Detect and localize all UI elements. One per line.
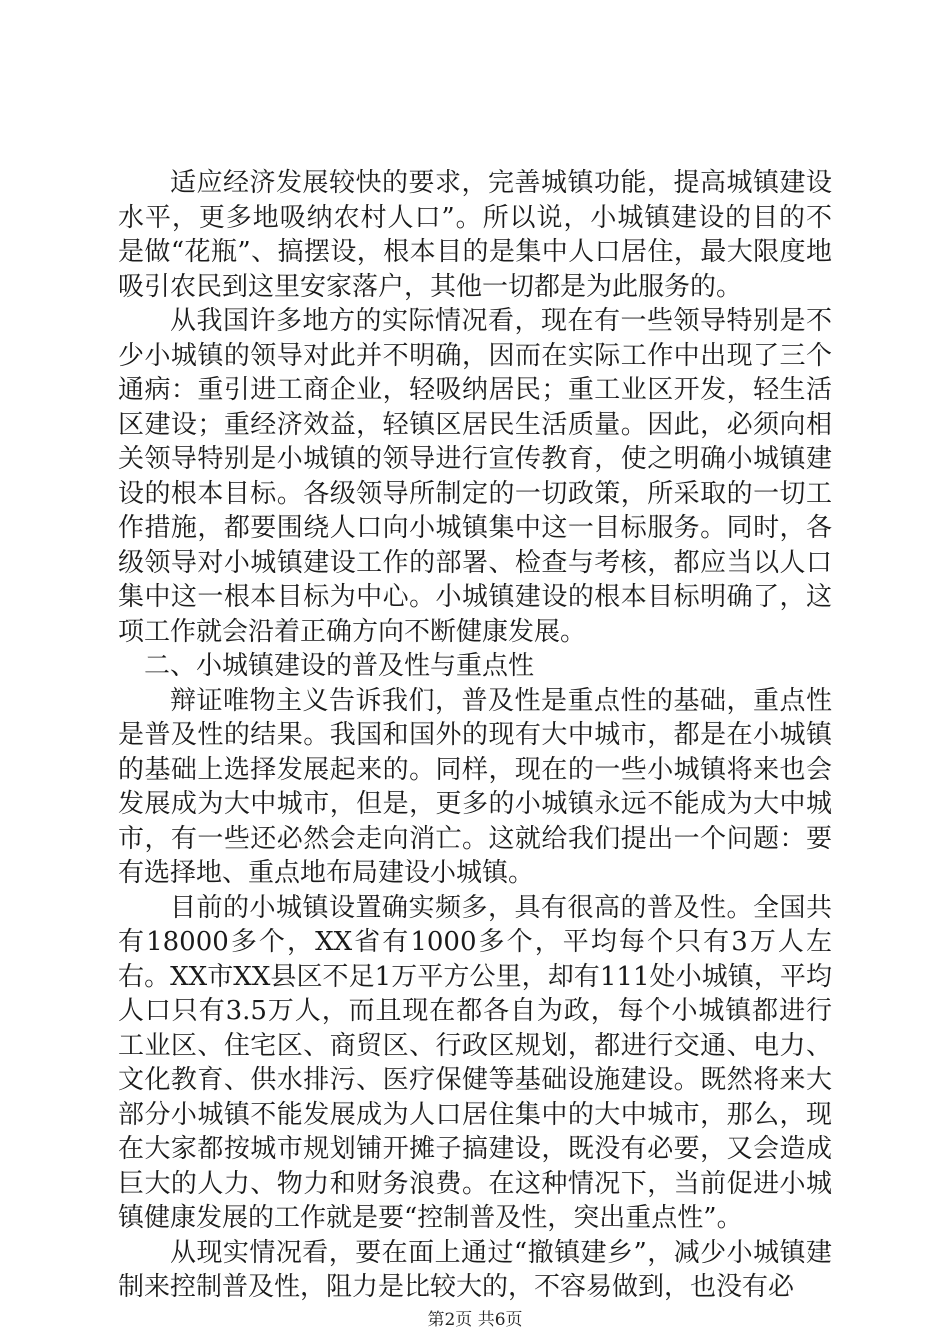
section-heading: 二、小城镇建设的普及性与重点性 — [144, 651, 535, 681]
paragraph-2: 从我国许多地方的实际情况看，现在有一些领导特别是不少小城镇的领导对此并不明确，因而在实际工作中出现了三个通病：重引进工商企业，轻吸纳居民；重工业区开发，轻生活区建设；重经济效益，轻镇区居民生活质量。因此，必须向相关领导特别是小城镇的领导进行宣传教育，使之明确小城镇建设的根本目标。各级领导所制定的一切政策，所采取的一切工作措施，都要围绕人口向小城镇集中这一目标服务。同时，各级领导对小城镇建设工作的部署、检查与考核，都应当以人口集中这一根本目标为中心。小城镇建设的根本目标明确了，这项工作就会沿着正确方向不断健康发展。 — [118, 306, 832, 647]
document-body — [118, 166, 832, 1305]
page-number-footer: 第2页 共6页 — [427, 1310, 523, 1330]
paragraph-3: 辩证唯物主义告诉我们，普及性是重点性的基础，重点性是普及性的结果。我国和国外的现有大中城市，都是在小城镇的基础上选择发展起来的。同样，现在的一些小城镇将来也会发展成为大中城市，但是，更多的小城镇永远不能成为大中城市，有一些还必然会走向消亡。这就给我们提出一个问题：要有选择地、重点地布局建设小城镇。 — [118, 685, 832, 888]
paragraph-1: 适应经济发展较快的要求，完善城镇功能，提高城镇建设水平，更多地吸纳农村人口”。所以说，小城镇建设的目的不是做“花瓶”、搞摆设，根本目的是集中人口居住，最大限度地吸引农民到这里安家落户，其他一切都是为此服务的。 — [118, 168, 832, 302]
paragraph-4: 目前的小城镇设置确实频多，具有很高的普及性。全国共有18000多个，XX省有1000多个，平均每个只有3万人左右。XX市XX县区不足1万平方公里，却有111处小城镇，平均人口只有3.5万人，而且现在都各自为政，每个小城镇都进行工业区、住宅区、商贸区、行政区规划，都进行交通、电力、文化教育、供水排污、医疗保健等基础设施建设。既然将来大部分小城镇不能发展成为人口居住集中的大中城市，那么，现在大家都按城市规划铺开摊子搞建设，既没有必要，又会造成巨大的人力、物力和财务浪费。在这种情况下，当前促进小城镇健康发展的工作就是要“控制普及性，突出重点性”。 — [118, 892, 832, 1233]
paragraph-5: 从现实情况看，要在面上通过“撤镇建乡”，减少小城镇建制来控制普及性，阻力是比较大的，不容易做到，也没有必 — [118, 1237, 832, 1302]
